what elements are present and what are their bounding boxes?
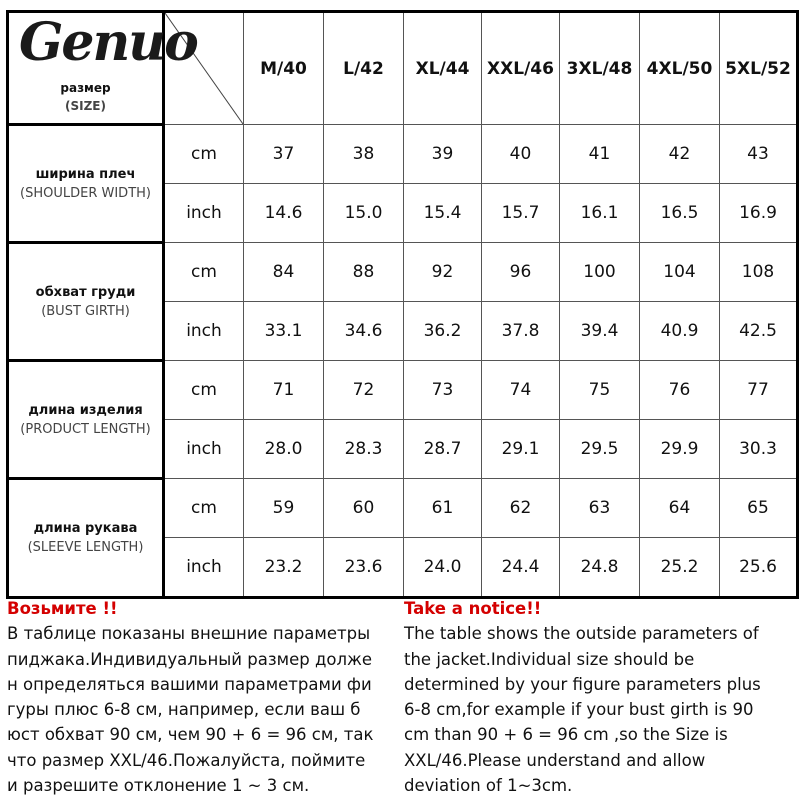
size-col-header: 4XL/50 [640,12,720,125]
measurement-row [8,125,798,184]
measurement-label-ru: обхват груди [35,284,136,300]
value-cell: 61 [404,479,482,538]
notice-line: гуры плюс 6-8 см, например, если ваш б [7,700,361,720]
value-cell: 40.9 [640,302,720,361]
size-chart-table [6,10,799,599]
value-cell: 108 [720,243,798,302]
unit-cell: inch [164,538,244,598]
value-cell: 104 [640,243,720,302]
notice-line: В таблице показаны внешние параметры [7,624,371,644]
notice-line: the jacket.Individual size should be [404,649,695,669]
notice-line: determined by your figure parameters plus [404,674,761,694]
value-cell: 24.4 [482,538,560,598]
value-cell: 73 [404,361,482,420]
value-cell: 28.0 [244,420,324,479]
brand-logo: Genuo [19,12,197,73]
value-cell: 38 [324,125,404,184]
value-cell: 37 [244,125,324,184]
value-cell: 100 [560,243,640,302]
value-cell: 40 [482,125,560,184]
notice-line: cm than 90 + 6 = 96 cm ,so the Size is [404,725,728,745]
size-label-ru: размер [60,81,111,95]
value-cell: 41 [560,125,640,184]
size-col-header: XXL/46 [482,12,560,125]
value-cell: 39 [404,125,482,184]
value-cell: 84 [244,243,324,302]
value-cell: 29.5 [560,420,640,479]
value-cell: 42 [640,125,720,184]
unit-cell: cm [164,479,244,538]
value-cell: 25.2 [640,538,720,598]
value-cell: 42.5 [720,302,798,361]
value-cell: 16.5 [640,184,720,243]
value-cell: 59 [244,479,324,538]
measurement-label-en: (BUST GIRTH) [41,303,130,319]
value-cell: 34.6 [324,302,404,361]
value-cell: 29.1 [482,420,560,479]
value-cell: 62 [482,479,560,538]
size-header-cell [8,12,197,125]
notice-line: пиджака.Индивидуальный размер долже [7,649,373,669]
value-cell: 88 [324,243,404,302]
notice-line: XXL/46.Please understand and allow [404,750,706,770]
value-cell: 74 [482,361,560,420]
value-cell: 15.7 [482,184,560,243]
value-cell: 92 [404,243,482,302]
value-cell: 23.2 [244,538,324,598]
value-cell: 16.9 [720,184,798,243]
value-cell: 23.6 [324,538,404,598]
measurement-label-en: (PRODUCT LENGTH) [20,421,151,437]
value-cell: 30.3 [720,420,798,479]
value-cell: 15.4 [404,184,482,243]
value-cell: 64 [640,479,720,538]
measurement-label [8,125,164,243]
value-cell: 60 [324,479,404,538]
header-row [8,12,798,125]
measurement-label [8,479,164,598]
value-cell: 65 [720,479,798,538]
notes-en [404,596,800,798]
value-cell: 96 [482,243,560,302]
value-cell: 25.6 [720,538,798,598]
value-cell: 16.1 [560,184,640,243]
measurement-label-en: (SHOULDER WIDTH) [20,185,151,201]
value-cell: 72 [324,361,404,420]
value-cell: 36.2 [404,302,482,361]
size-col-header: 5XL/52 [720,12,798,125]
value-cell: 76 [640,361,720,420]
unit-cell: cm [164,125,244,184]
notice-line: deviation of 1~3cm. [404,776,573,796]
unit-cell: cm [164,361,244,420]
notice-line: и разрешите отклонение 1 ~ 3 см. [7,776,310,796]
notes-ru [7,596,405,798]
notice-line: The table shows the outside parameters of [404,624,759,644]
size-col-header: M/40 [244,12,324,125]
notice-line: что размер XXL/46.Пожалуйста, поймите [7,750,366,770]
value-cell: 71 [244,361,324,420]
notice-title: Take a notice!! [404,599,542,618]
measurement-label [8,361,164,479]
value-cell: 28.3 [324,420,404,479]
measurement-label-ru: длина изделия [28,402,143,418]
notice-line: юст обхват 90 см, чем 90 + 6 = 96 см, так [7,725,374,745]
measurement-row [8,479,798,538]
measurement-label-ru: длина рукава [33,521,138,536]
value-cell: 14.6 [244,184,324,243]
measurement-label-ru: ширина плеч [35,166,136,182]
measurement-label [8,243,164,361]
unit-cell: inch [164,420,244,479]
size-label-en: (SIZE) [65,99,106,113]
value-cell: 24.0 [404,538,482,598]
value-cell: 24.8 [560,538,640,598]
value-cell: 75 [560,361,640,420]
notice-line: н определяться вашими параметрами фи [7,674,372,694]
unit-cell: inch [164,184,244,243]
measurement-row [8,243,798,302]
value-cell: 28.7 [404,420,482,479]
value-cell: 33.1 [244,302,324,361]
value-cell: 39.4 [560,302,640,361]
notice-title: Возьмите !! [7,599,118,618]
value-cell: 15.0 [324,184,404,243]
measurement-row [8,361,798,420]
measurement-label-en: (SLEEVE LENGTH) [27,540,144,555]
value-cell: 37.8 [482,302,560,361]
size-col-header: XL/44 [404,12,482,125]
unit-cell: inch [164,302,244,361]
value-cell: 29.9 [640,420,720,479]
value-cell: 63 [560,479,640,538]
unit-cell: cm [164,243,244,302]
notice-line: 6-8 cm,for example if your bust girth is 90 [404,700,754,720]
value-cell: 43 [720,125,798,184]
size-col-header: 3XL/48 [560,12,640,125]
value-cell: 77 [720,361,798,420]
size-col-header: L/42 [324,12,404,125]
